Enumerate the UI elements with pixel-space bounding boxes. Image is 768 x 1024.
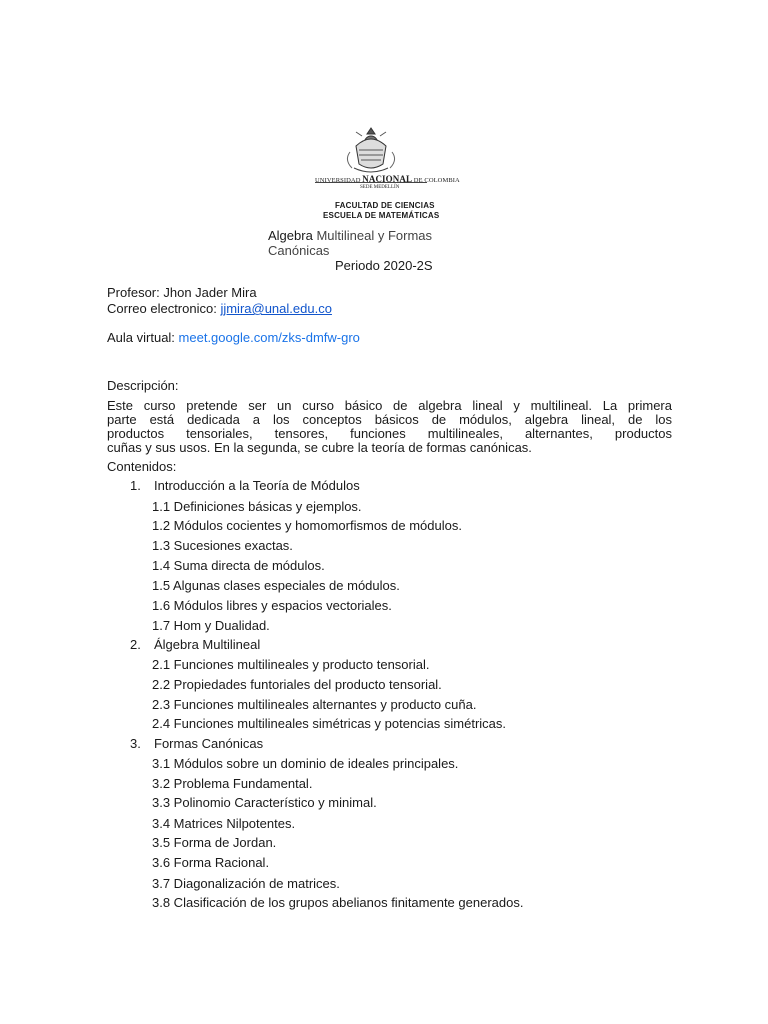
email-line	[107, 301, 332, 316]
list-item: 3.2 Problema Fundamental.	[152, 776, 313, 791]
course-title-rest: Multilineal y Formas	[316, 228, 433, 243]
contents-heading: Contenidos:	[107, 459, 177, 474]
list-item: 3.6 Forma Racional.	[152, 855, 270, 870]
university-name	[315, 174, 460, 184]
aula-label: Aula virtual:	[107, 330, 179, 345]
university-name-part: UNIVERSIDAD	[315, 177, 361, 184]
faculty-name: FACULTAD DE CIENCIAS	[335, 201, 435, 210]
description-line: Este curso pretende ser un curso básico de algebra lineal y multilineal. La primera	[107, 398, 672, 413]
school-name: ESCUELA DE MATEMÁTICAS	[323, 211, 440, 220]
description-line: cuñas y sus usos. En la segunda, se cubre la teoría de formas canónicas.	[107, 440, 532, 455]
list-item: 1.7 Hom y Dualidad.	[152, 618, 270, 633]
campus-name: SEDE MEDELLÍN	[360, 185, 400, 190]
list-item: 2.1 Funciones multilineales y producto tensorial.	[152, 657, 430, 672]
course-title-line2: Canónicas	[268, 243, 330, 258]
list-item: 2.3 Funciones multilineales alternantes y producto cuña.	[152, 697, 477, 712]
list-item: 1.3 Sucesiones exactas.	[152, 538, 293, 553]
section-title: Álgebra Multilineal	[154, 637, 261, 652]
list-item: 2.4 Funciones multilineales simétricas y potencias simétricas.	[152, 716, 507, 731]
list-item: 3.3 Polinomio Característico y minimal.	[152, 795, 377, 810]
email-label: Correo electronico:	[107, 301, 221, 316]
university-name-part: DE COLOMBIA	[413, 177, 460, 184]
course-period: Periodo 2020-2S	[335, 258, 433, 273]
description-line: productos tensoriales, tensores, funciones multilineales, alternantes, productos	[107, 426, 672, 441]
list-item: 1.5 Algunas clases especiales de módulos.	[152, 578, 400, 593]
list-item: 3.7 Diagonalización de matrices.	[152, 876, 340, 891]
aula-link[interactable]: meet.google.com/zks-dmfw-gro	[178, 330, 360, 345]
course-title-line1	[268, 228, 432, 243]
professor-name: Profesor: Jhon Jader Mira	[107, 285, 257, 300]
list-item: 1.4 Suma directa de módulos.	[152, 558, 325, 573]
list-item: 1.1 Definiciones básicas y ejemplos.	[152, 499, 362, 514]
description-heading: Descripción:	[107, 378, 179, 393]
list-item: 2.2 Propiedades funtoriales del producto tensorial.	[152, 677, 442, 692]
list-item: 3.1 Módulos sobre un dominio de ideales principales.	[152, 756, 459, 771]
description-paragraph	[107, 399, 672, 455]
section-number: 2.	[130, 637, 141, 652]
section-number: 3.	[130, 736, 141, 751]
section-title: Introducción a la Teoría de Módulos	[154, 478, 360, 493]
description-line: parte está dedicada a los conceptos básicos de módulos, algebra lineal, de los	[107, 412, 672, 427]
list-item: 3.5 Forma de Jordan.	[152, 835, 277, 850]
aula-line	[107, 330, 360, 345]
list-item: 1.6 Módulos libres y espacios vectoriales.	[152, 598, 392, 613]
section-number: 1.	[130, 478, 141, 493]
list-item: 3.4 Matrices Nilpotentes.	[152, 816, 296, 831]
course-title-word: Algebra	[268, 228, 313, 243]
list-item: 3.8 Clasificación de los grupos abelianos finitamente generados.	[152, 895, 524, 910]
university-name-main: NACIONAL	[362, 174, 413, 184]
email-link[interactable]: jjmira@unal.edu.co	[220, 301, 332, 316]
section-title: Formas Canónicas	[154, 736, 264, 751]
list-item: 1.2 Módulos cocientes y homomorfismos de módulos.	[152, 518, 462, 533]
